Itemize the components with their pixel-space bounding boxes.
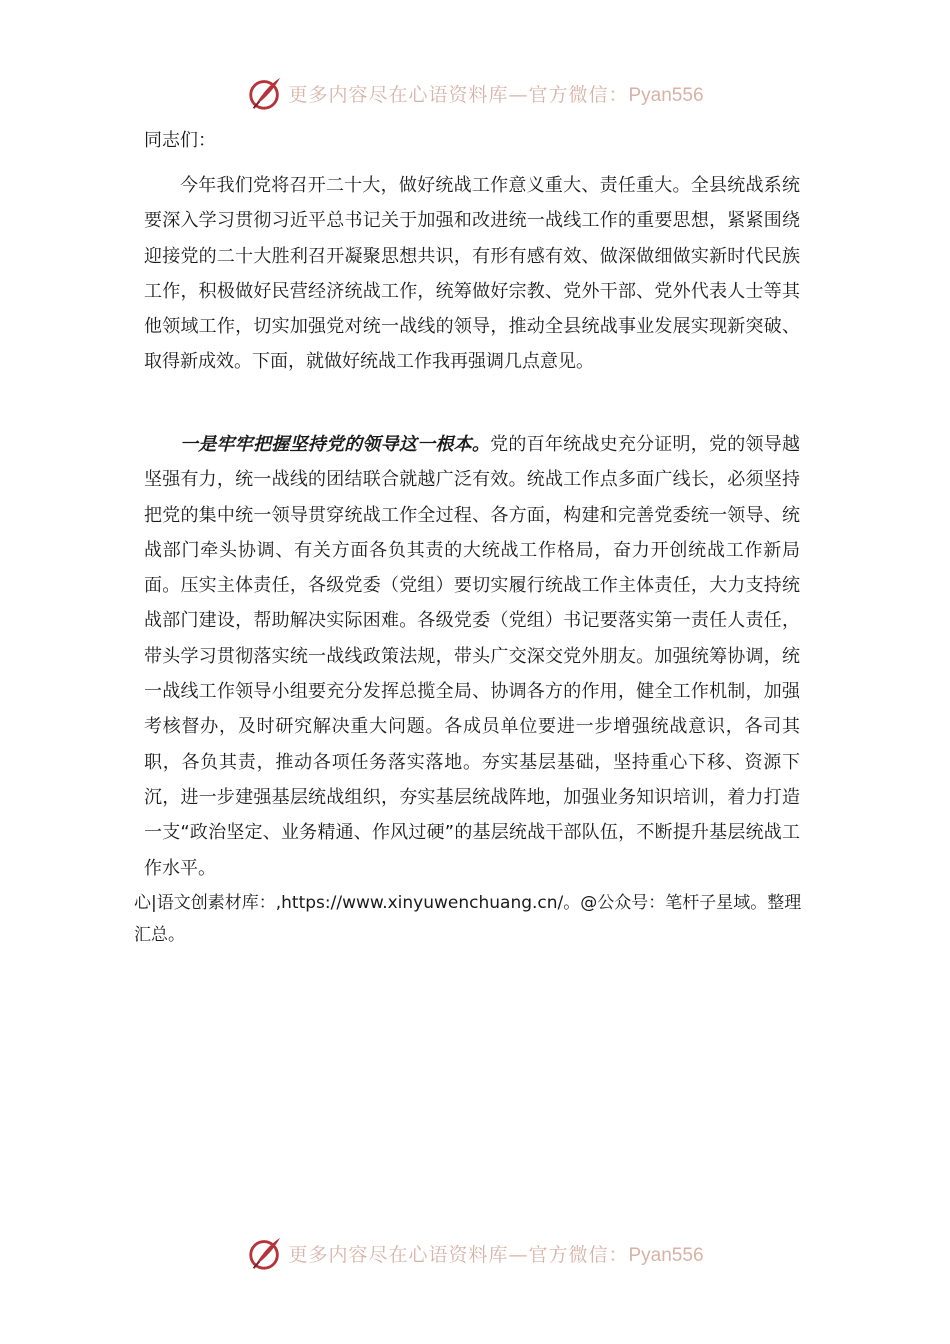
paragraph-body: 党的百年统战史充分证明，党的领导越坚强有力，统一战线的团结联合就越广泛有效。统战工作点多面广线长，必须坚持把党的集中统一领导贯穿统战工作全过程、各方面，构建和完善党委统一领导、统战部门牵头协调、有关方面各负其责的大统战工作格局，奋力开创统战工作新局面。压实主体责任，各级党委（党组）要切实履行统战工作主体责任，大力支持统战部门建设，帮助解决实际困难。各级党委（党组）书记要落实第一责任人责任，带头学习贯彻落实统一战线政策法规，带头广交深交党外朋友。加强统筹协调，统一战线工作领导小组要充分发挥总揽全局、协调各方的作用，健全工作机制，加强考核督办，及时研究解决重大问题。各成员单位要进一步增强统战意识，各司其职，各负其责，推动各项任务落实落地。夯实基层基础，坚持重心下移、资源下沉，进一步建强基层统战组织，夯实基层统战阵地，加强业务知识培训，着力打造一支“政治坚定、业务精通、作风过硬”的基层统战干部队伍，不断提升基层统战工作水平。 (144, 434, 801, 879)
quill-pen-logo-icon (246, 1234, 284, 1272)
quill-pen-logo-icon (246, 74, 284, 112)
paragraph-intro: 今年我们党将召开二十大，做好统战工作意义重大、责任重大。全县统战系统要深入学习贯彻习近平总书记关于加强和改进统一战线工作的重要思想，紧紧围绕迎接党的二十大胜利召开凝聚思想共识，有形有感有效、做深做细做实新时代民族工作，积极做好民营经济统战工作，统筹做好宗教、党外干部、党外代表人士等其他领域工作，切实加强党对统一战线的领导，推动全县统战事业发展实现新突破、取得新成效。下面，就做好统战工作我再强调几点意见。 (144, 175, 800, 373)
header-banner (0, 73, 950, 113)
source-note: 心|语文创素材库：,https://www.xinyuwenchuang.cn/。@公众号：笔杆子星域。整理汇总。 (134, 893, 802, 945)
footer-banner-text: 更多内容尽在心语资料库—官方微信：Pyan556 (288, 1243, 704, 1266)
header-banner-text: 更多内容尽在心语资料库—官方微信：Pyan556 (288, 83, 704, 106)
paragraph-point-one (144, 427, 800, 886)
salutation: 同志们： (144, 130, 216, 151)
header-wechat-id: Pyan556 (628, 84, 704, 106)
footer-banner (0, 1233, 950, 1273)
paragraph-lead-heading: 一是牢牢把握坚持党的领导这一根本。 (180, 434, 491, 455)
footer-wechat-id: Pyan556 (628, 1244, 704, 1266)
